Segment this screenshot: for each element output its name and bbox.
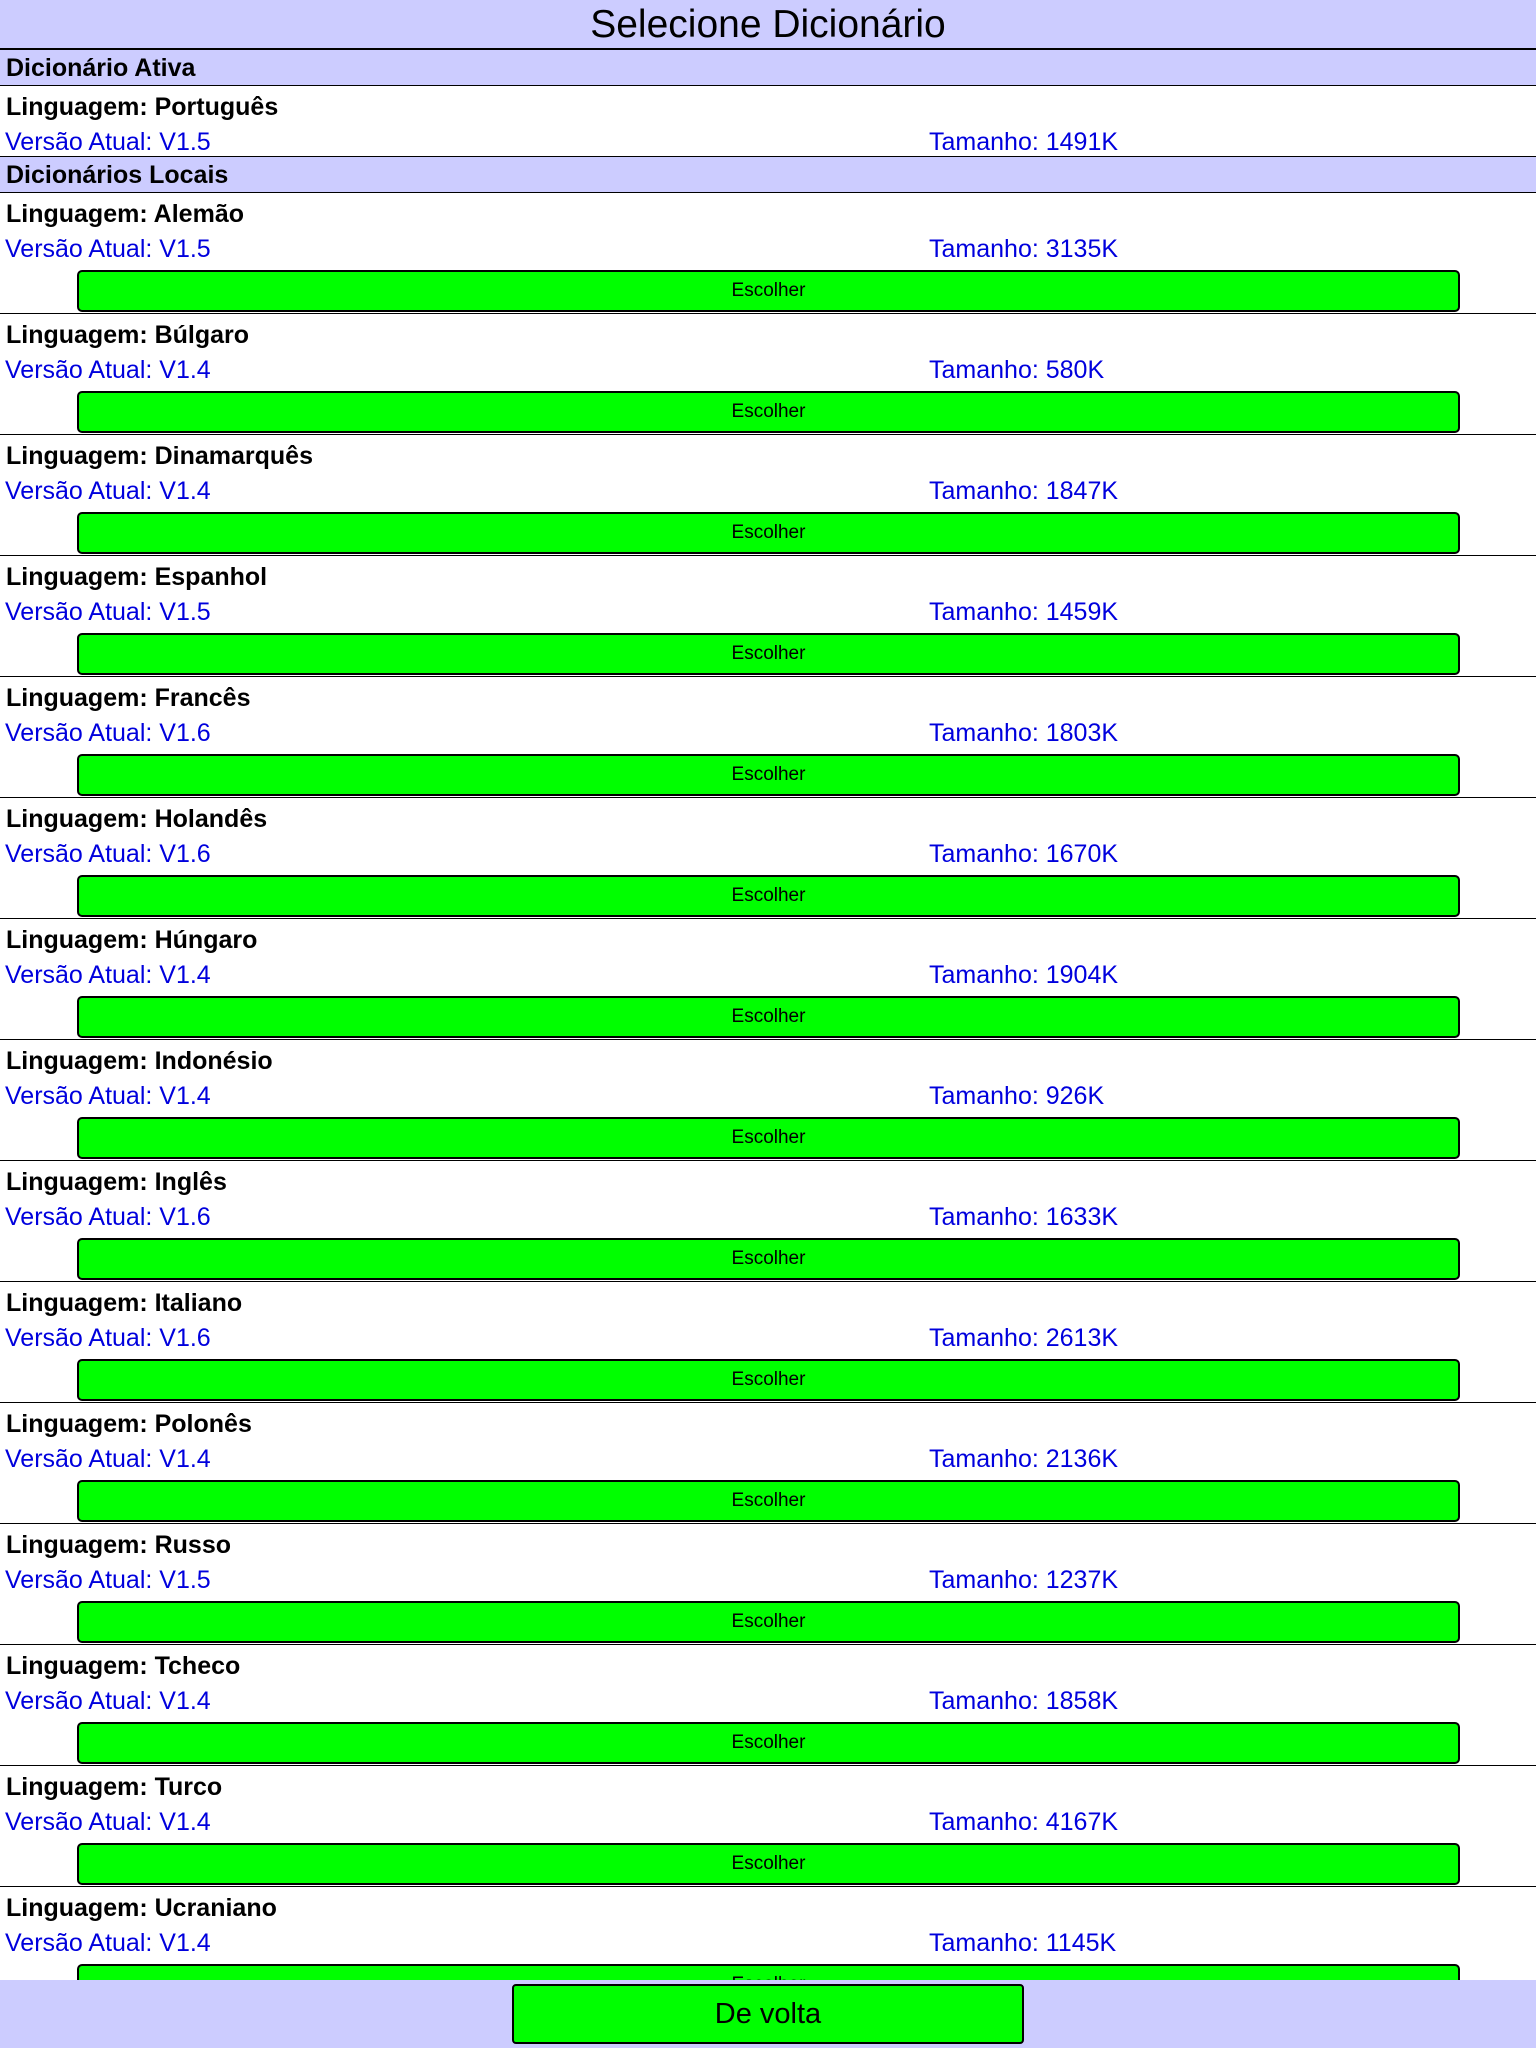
version-label: Versão Atual: V1.6 [5,1203,211,1231]
dictionary-item [0,1524,1536,1645]
size-label: Tamanho: 1459K [929,598,1119,626]
language-label: Linguagem: Húngaro [6,926,258,954]
dictionary-item [0,677,1536,798]
active-dictionary-entry [0,86,1536,157]
language-label: Linguagem: Alemão [6,200,244,228]
size-label: Tamanho: 1145K [929,1929,1117,1957]
language-label: Linguagem: Polonês [6,1410,252,1438]
language-label: Linguagem: Tcheco [6,1652,241,1680]
dictionary-list[interactable] [0,50,1536,1980]
size-label: Tamanho: 580K [929,356,1105,384]
language-label: Linguagem: Holandês [6,805,268,833]
language-label: Linguagem: Português [6,93,279,121]
version-label: Versão Atual: V1.5 [5,1566,211,1594]
choose-button[interactable]: Escolher [77,270,1460,312]
version-label: Versão Atual: V1.4 [5,961,211,989]
language-label: Linguagem: Italiano [6,1289,243,1317]
version-label: Versão Atual: V1.5 [5,128,211,156]
choose-button[interactable]: Escolher [77,1117,1460,1159]
language-label: Linguagem: Indonésio [6,1047,273,1075]
language-label: Linguagem: Búlgaro [6,321,250,349]
size-label: Tamanho: 2613K [929,1324,1119,1352]
choose-button[interactable]: Escolher [77,754,1460,796]
dictionary-item [0,1282,1536,1403]
choose-button[interactable]: Escolher [77,996,1460,1038]
choose-button[interactable]: Escolher [77,875,1460,917]
size-label: Tamanho: 1633K [929,1203,1119,1231]
dictionary-item [0,556,1536,677]
dictionary-item [0,919,1536,1040]
version-label: Versão Atual: V1.4 [5,356,211,384]
choose-button[interactable]: Escolher [77,1359,1460,1401]
choose-button[interactable]: Escolher [77,1843,1460,1885]
version-label: Versão Atual: V1.6 [5,840,211,868]
back-button[interactable]: De volta [512,1984,1024,2044]
size-label: Tamanho: 1847K [929,477,1119,505]
choose-button[interactable]: Escolher [77,1480,1460,1522]
dictionary-item [0,314,1536,435]
version-label: Versão Atual: V1.4 [5,1445,211,1473]
size-label: Tamanho: 3135K [929,235,1119,263]
version-label: Versão Atual: V1.4 [5,1929,211,1957]
choose-button[interactable]: Escolher [77,1722,1460,1764]
version-label: Versão Atual: V1.4 [5,477,211,505]
language-label: Linguagem: Inglês [6,1168,227,1196]
version-label: Versão Atual: V1.6 [5,719,211,747]
version-label: Versão Atual: V1.5 [5,235,211,263]
choose-button[interactable]: Escolher [77,1601,1460,1643]
dictionary-item [0,1645,1536,1766]
size-label: Tamanho: 4167K [929,1808,1119,1836]
choose-button[interactable]: Escolher [77,512,1460,554]
language-label: Linguagem: Russo [6,1531,232,1559]
dictionary-item [0,193,1536,314]
choose-button[interactable]: Escolher [77,391,1460,433]
language-label: Linguagem: Turco [6,1773,223,1801]
size-label: Tamanho: 1670K [929,840,1119,868]
footer-bar [0,1980,1536,2048]
language-label: Linguagem: Francês [6,684,251,712]
dictionary-item [0,1161,1536,1282]
dictionary-item [0,1403,1536,1524]
page-title: Selecione Dicionário [0,0,1536,50]
dictionary-item [0,1040,1536,1161]
dictionary-item [0,435,1536,556]
size-label: Tamanho: 1237K [929,1566,1119,1594]
language-label: Linguagem: Dinamarquês [6,442,313,470]
size-label: Tamanho: 1858K [929,1687,1119,1715]
language-label: Linguagem: Espanhol [6,563,268,591]
dictionary-item [0,1766,1536,1887]
language-label: Linguagem: Ucraniano [6,1894,277,1922]
version-label: Versão Atual: V1.6 [5,1324,211,1352]
version-label: Versão Atual: V1.4 [5,1082,211,1110]
dictionary-item [0,798,1536,919]
size-label: Tamanho: 926K [929,1082,1105,1110]
local-dictionaries-header: Dicionários Locais [0,157,1536,193]
size-label: Tamanho: 1904K [929,961,1119,989]
version-label: Versão Atual: V1.4 [5,1808,211,1836]
version-label: Versão Atual: V1.5 [5,598,211,626]
size-label: Tamanho: 1803K [929,719,1119,747]
active-dictionary-header: Dicionário Ativa [0,50,1536,86]
size-label: Tamanho: 2136K [929,1445,1119,1473]
version-label: Versão Atual: V1.4 [5,1687,211,1715]
choose-button[interactable]: Escolher [77,1238,1460,1280]
choose-button[interactable]: Escolher [77,633,1460,675]
size-label: Tamanho: 1491K [929,128,1119,156]
